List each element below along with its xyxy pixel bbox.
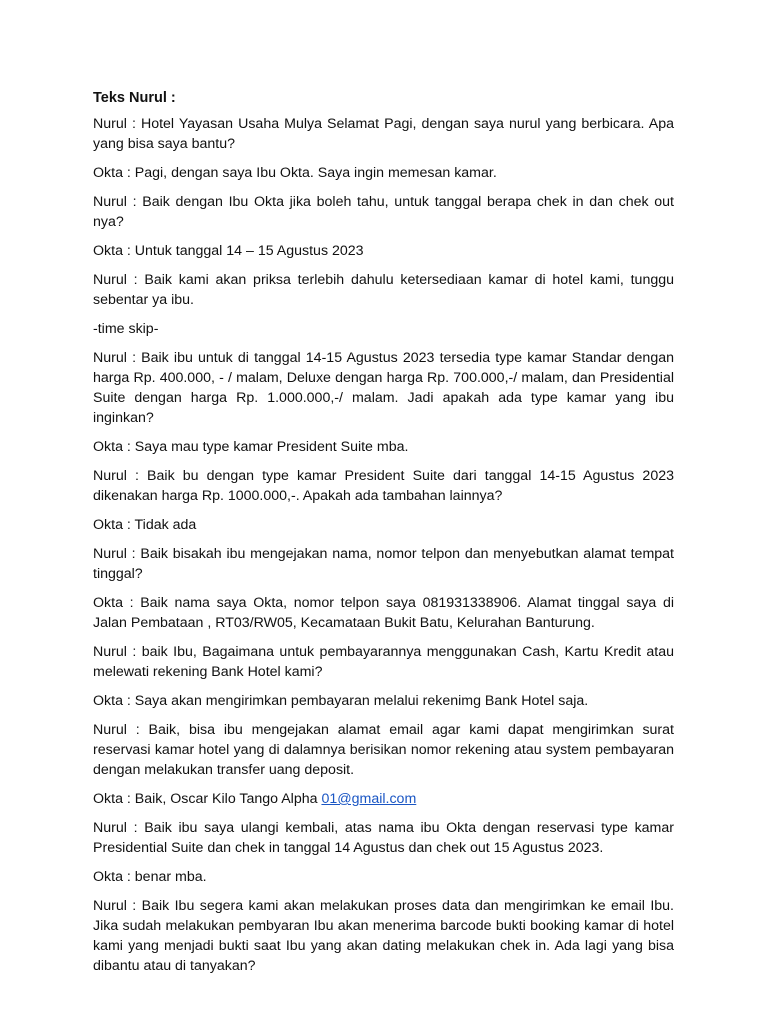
document-title: Teks Nurul :	[93, 90, 176, 106]
dialogue-paragraph: Nurul : Baik ibu saya ulangi kembali, atas nama ibu Okta dengan reservasi type kamar Presidential Suite dan chek in tanggal 14 Agustus dan chek out 15 Agustus 2023.	[93, 820, 674, 856]
dialogue-paragraph: Okta : Pagi, dengan saya Ibu Okta. Saya ingin memesan kamar.	[93, 165, 497, 181]
email-paragraph	[93, 789, 674, 809]
dialogue-paragraph: Nurul : baik Ibu, Bagaimana untuk pembayarannya menggunakan Cash, Kartu Kredit atau melewati rekening Bank Hotel kami?	[93, 644, 674, 680]
dialogue-paragraph: Okta : benar mba.	[93, 869, 207, 885]
dialogue-paragraph: Nurul : Baik bu dengan type kamar President Suite dari tanggal 14-15 Agustus 2023 dikenakan harga Rp. 1000.000,-. Apakah ada tambahan lainnya?	[93, 468, 674, 504]
dialogue-paragraph: Okta : Saya mau type kamar President Suite mba.	[93, 439, 409, 455]
email-link[interactable]: 01@gmail.com	[321, 791, 417, 807]
dialogue-paragraph: Nurul : Baik ibu untuk di tanggal 14-15 Agustus 2023 tersedia type kamar Standar dengan harga Rp. 400.000, - / malam, Deluxe dengan harga Rp. 700.000,-/ malam, dan Presidential Suite dengan harga Rp. 1.000.000,-/ malam. Jadi apakah ada type kamar yang ibu inginkan?	[93, 350, 674, 426]
email-prefix: Okta : Baik, Oscar Kilo Tango Alpha	[93, 791, 322, 807]
dialogue-paragraph: Nurul : Baik bisakah ibu mengejakan nama, nomor telpon dan menyebutkan alamat tempat tinggal?	[93, 546, 674, 582]
dialogue-paragraph: Nurul : Hotel Yayasan Usaha Mulya Selamat Pagi, dengan saya nurul yang berbicara. Apa yang bisa saya bantu?	[93, 116, 674, 152]
dialogue-paragraph: Nurul : Baik dengan Ibu Okta jika boleh tahu, untuk tanggal berapa chek in dan chek out nya?	[93, 194, 674, 230]
time-skip-note: -time skip-	[93, 321, 159, 337]
dialogue-paragraph: Nurul : Baik Ibu segera kami akan melakukan proses data dan mengirimkan ke email Ibu. Jika sudah melakukan pembyaran Ibu akan menerima barcode bukti booking kamar di hotel kami yang menjadi bukti saat Ibu yang akan dating melakukan chek in. Ada lagi yang bisa dibantu atau di tanyakan?	[93, 898, 674, 974]
dialogue-paragraph: Okta : Tidak ada	[93, 517, 197, 533]
dialogue-paragraph: Okta : Baik nama saya Okta, nomor telpon saya 081931338906. Alamat tinggal saya di Jalan Pembataan , RT03/RW05, Kecamataan Bukit Batu, Kelurahan Banturung.	[93, 595, 674, 631]
dialogue-paragraph: Nurul : Baik, bisa ibu mengejakan alamat email agar kami dapat mengirimkan surat reservasi kamar hotel yang di dalamnya berisikan nomor rekening atau system pembayaran dengan melakukan transfer uang deposit.	[93, 722, 674, 778]
document-page	[93, 88, 674, 976]
dialogue-paragraph: Okta : Saya akan mengirimkan pembayaran melalui rekenimg Bank Hotel saja.	[93, 693, 589, 709]
dialogue-paragraph: Okta : Untuk tanggal 14 – 15 Agustus 2023	[93, 243, 364, 259]
dialogue-paragraph: Nurul : Baik kami akan priksa terlebih dahulu ketersediaan kamar di hotel kami, tunggu sebentar ya ibu.	[93, 272, 674, 308]
